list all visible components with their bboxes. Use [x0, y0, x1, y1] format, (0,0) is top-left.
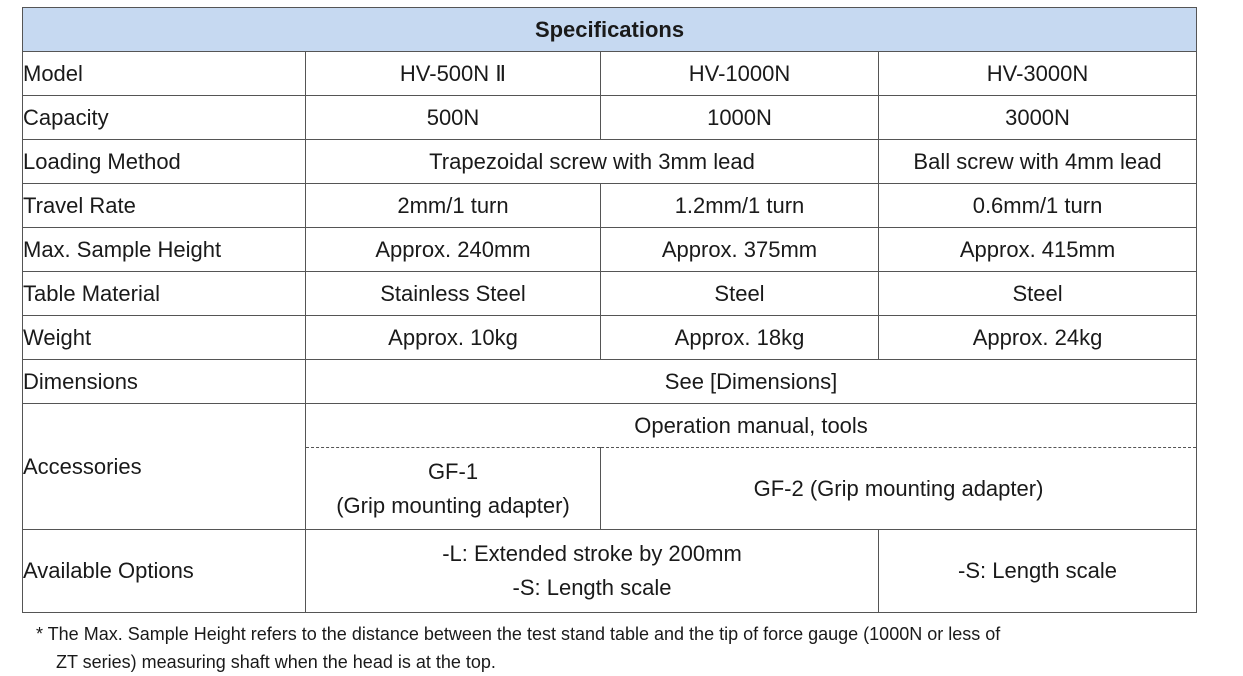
row-label-travel-rate: Travel Rate	[23, 184, 306, 228]
cell-dimensions-all: See [Dimensions]	[306, 360, 1197, 404]
table-row	[23, 96, 1197, 140]
table-row	[23, 530, 1197, 613]
footnote-line-2: ZT series) measuring shaft when the head is at the top.	[56, 652, 496, 672]
table-row	[23, 184, 1197, 228]
specifications-table	[22, 7, 1197, 613]
cell-travel-hv3000: 0.6mm/1 turn	[879, 184, 1197, 228]
cell-weight-hv1000: Approx. 18kg	[601, 316, 879, 360]
cell-height-hv500: Approx. 240mm	[306, 228, 601, 272]
cell-model-hv1000: HV-1000N	[601, 52, 879, 96]
table-row	[23, 360, 1197, 404]
row-label-max-sample-height: Max. Sample Height	[23, 228, 306, 272]
cell-weight-hv500: Approx. 10kg	[306, 316, 601, 360]
table-row	[23, 140, 1197, 184]
row-label-capacity: Capacity	[23, 96, 306, 140]
table-row	[23, 52, 1197, 96]
cell-table-hv500: Stainless Steel	[306, 272, 601, 316]
accessory-gf1-name: GF-1	[427, 458, 479, 484]
cell-loading-hv3000: Ball screw with 4mm lead	[879, 140, 1197, 184]
table-header-row	[23, 8, 1197, 52]
cell-accessories-hv500	[306, 448, 601, 530]
cell-travel-hv1000: 1.2mm/1 turn	[601, 184, 879, 228]
cell-capacity-hv3000: 3000N	[879, 96, 1197, 140]
row-label-available-options: Available Options	[23, 530, 306, 613]
table-row	[23, 228, 1197, 272]
cell-height-hv3000: Approx. 415mm	[879, 228, 1197, 272]
cell-travel-hv500: 2mm/1 turn	[306, 184, 601, 228]
cell-accessories-hv1000-hv3000: GF-2 (Grip mounting adapter)	[601, 448, 1197, 530]
row-label-accessories: Accessories	[23, 404, 306, 530]
option-length-scale: -S: Length scale	[512, 575, 672, 600]
cell-model-hv3000: HV-3000N	[879, 52, 1197, 96]
row-label-dimensions: Dimensions	[23, 360, 306, 404]
row-label-model: Model	[23, 52, 306, 96]
cell-capacity-hv500: 500N	[306, 96, 601, 140]
cell-model-hv500: HV-500N Ⅱ	[306, 52, 601, 96]
cell-loading-hv500-hv1000: Trapezoidal screw with 3mm lead	[306, 140, 879, 184]
cell-table-hv3000: Steel	[879, 272, 1197, 316]
cell-table-hv1000: Steel	[601, 272, 879, 316]
table-row	[23, 316, 1197, 360]
row-label-weight: Weight	[23, 316, 306, 360]
table-title: Specifications	[23, 8, 1197, 52]
table-row	[23, 272, 1197, 316]
table-row	[23, 404, 1197, 448]
row-label-loading-method: Loading Method	[23, 140, 306, 184]
cell-options-hv3000: -S: Length scale	[879, 530, 1197, 613]
accessory-gf1-desc: (Grip mounting adapter)	[336, 492, 570, 518]
option-extended-stroke: -L: Extended stroke by 200mm	[442, 541, 742, 566]
cell-accessories-all: Operation manual, tools	[306, 404, 1197, 448]
cell-height-hv1000: Approx. 375mm	[601, 228, 879, 272]
cell-capacity-hv1000: 1000N	[601, 96, 879, 140]
row-label-table-material: Table Material	[23, 272, 306, 316]
footnote-line-1: * The Max. Sample Height refers to the distance between the test stand table and the tip of force gauge (1000N or less of	[36, 624, 1001, 644]
footnote	[36, 620, 1000, 676]
cell-options-hv500-hv1000	[306, 530, 879, 613]
cell-weight-hv3000: Approx. 24kg	[879, 316, 1197, 360]
